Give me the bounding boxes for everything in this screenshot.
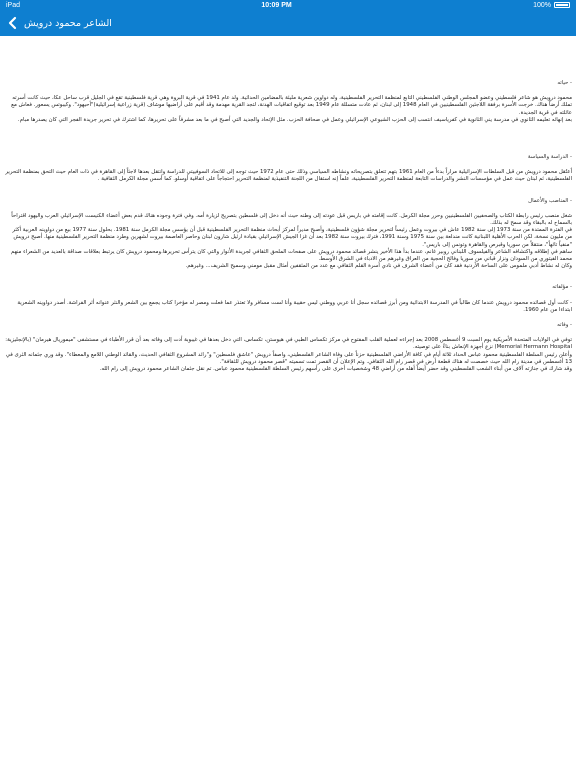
battery-icon bbox=[554, 2, 570, 8]
carrier-label: iPad bbox=[6, 1, 21, 9]
section-heading: - الدراسة والسياسة bbox=[527, 154, 572, 161]
paragraph: في الفترة الممتدة من سنة 1973 إلى سنة 1982 عاش في بيروت وعمل رئيساً لتحرير مجلة شؤون فلسطينية، وأصبح مديراً لمركز أبحاث منظمة التحرير الفلسطينية قبل أن يؤسس مجلة الكرمل سنة 1981. بحلول سنة 1977 بيع من دواوينه العربية أكثر من مليون نسخة، لكن الحرب الأهلية اللبنانية كانت مندلعة بين سنة 1975 وسنة 1991، فترك بيروت سنة 1982 بعد أن غزا الجيش الإسرائيلي بقيادة ارئيل شارون لبنان وحاصر العاصمة بيروت لشهرين وطرد منظمة التحرير الفلسطينية منها. أصبح درويش "منفياً تائهاً"، منتقلاً من سوريا وقبرص والقاهرة وتونس إلى باريس". bbox=[12, 227, 572, 248]
article-content bbox=[0, 80, 576, 373]
paragraph: وكان له نشاط أدبي ملموس على الساحة الأردنية فقد كان من أعضاء الشرف في نادي أسرة القلم الثقافي مع عدد من المثقفين أمثال مقبل مومني وسميح الشريف... وغيرهم. bbox=[185, 263, 572, 270]
status-bar bbox=[0, 0, 576, 10]
paragraph: توفي في الولايات المتحدة الأمريكية يوم السبت 9 أغسطس 2008 بعد إجراءه لعملية القلب المفتوح في مركز تكساس الطبي في هيوستن، تكساس، التي دخل بعدها في غيبوبة أدت إلى وفاته بعد أن قرر الأطباء في مستشفى "ميموريال هيرمان" (بالإنجليزية: Memorial Hermann Hospital) نزع أجهزة الإنعاش بناءً على توصيته. bbox=[5, 337, 572, 351]
section-life bbox=[4, 80, 572, 124]
battery-percent: 100% bbox=[533, 1, 551, 9]
paragraph: اُعتُقل محمود درويش من قبل السلطات الإسرائيلية مراراً بدءاً من العام 1961 بتهم تتعلق بتصريحاته ونشاطه السياسي وذلك حتى عام 1972 حيث توجه إلى للاتحاد السوفييتي للدراسة وانتقل بعدها لاجئاً إلى القاهرة في ذات العام حيث التحق بمنظمة التحرير الفلسطينية، ثم لبنان حيث عمل في مؤسسات النشر والدراسات التابعة لمنظمة التحرير الفلسطينية، علماً إنه استقال من اللجنة التنفيذية لمنظمة التحرير احتجاجاً على اتفاقية أوسلو. كما أسس مجلة الكرمل الثقافية . bbox=[5, 169, 572, 183]
page-title: الشاعر محمود درويش bbox=[24, 17, 112, 29]
section-heading: - المناصب والأعمال bbox=[528, 197, 572, 204]
section-heading: - مؤلفاته bbox=[552, 284, 572, 291]
paragraph: شغل منصب رئيس رابطة الكتاب والصحفيين الفلسطينيين وحرر مجلة الكرمل. كانت إقامته في باريس قبل عودته إلى وطنه حيث أنه دخل إلى فلسطين بتصريح لزيارة أمه. وفي فترة وجوده هناك قدم بعض أعضاء الكنيست الإسرائيلي العرب واليهود اقتراحاً بالسماح له بالبقاء وقد سمح له بذلك. bbox=[11, 212, 572, 227]
paragraph: وأعلن رئيس السلطة الفلسطينية محمود عباس الحداد ثلاثة أيام في كافة الأراضي الفلسطينية حزناً على وفاة الشاعر الفلسطيني، واصفاً درويش "عاشق فلسطين" و"رائد المشروع الثقافي الحديث، والقائد الوطني اللامع والمعطاء". وقد وري جثمانه الثرى في 13 أغسطس في مدينة رام الله حيث خصصت له هناك قطعة أرض في قصر رام الله الثقافي. وتم الإعلان أن القصر تمت تسميته "قصر محمود درويش للثقافة". bbox=[5, 351, 572, 365]
paragraph: بعد إنهائه تعليمه الثانوي في مدرسة يني الثانوية في كفرياسيف انتسب إلى الحزب الشيوعي الإسرائيلي وعمل في صحافة الحزب. مثل الإتحاد والجديد التي أصبح في ما بعد مشرفاً على تحريرها، كما اشترك في تحرير جريدة الفجر التي كان يصدرها مبام. bbox=[17, 116, 572, 123]
section-heading: - وفاته bbox=[557, 322, 572, 329]
back-button[interactable] bbox=[6, 16, 112, 30]
paragraph: وقد شارك في جنازته آلاف من أبناء الشعب الفلسطيني وقد حضر أيضاً أهله من أراضي 48 وشخصيات أخرى على رأسهم رئيس السلطة الفلسطينية محمود عباس. تم نقل جثمان الشاعر محمود درويش إلى رام الله. bbox=[99, 366, 572, 373]
section-death bbox=[4, 322, 572, 373]
paragraph: ساهم في إطلاقه واكتشافه الشاعر والفيلسوف اللبناني روبير غانم، عندما بدأ هذا الأخير ينشر قصائد محمود درويش على صفحات الملحق الثقافي لجريدة الأنوار والتي كان يترأس تحريرها.ومحمود درويش كان يرتبط بعلاقات صداقة بالعديد من الشعراء منهم محمد الفيتوري من السودان ونزار قباني من سوريا وفالح الحجية من العراق وغيرهم من الادباء في الشرق الأوسط. bbox=[10, 248, 572, 263]
section-positions-works bbox=[4, 198, 572, 271]
battery-status bbox=[533, 2, 570, 9]
section-study-politics bbox=[4, 154, 572, 184]
section-works bbox=[4, 284, 572, 314]
section-heading: - حياته bbox=[557, 80, 572, 86]
paragraph: - كانت أول قصائده محمود درويش عندما كان طالباً في المدرسة الابتدائية ومن أبرز قصائده سجل أنا عربي ووطني ليس حقيبة وأنا لست مسافر ولا تعتذر عما فعلت ومصر له مؤخرا كتاب يجمع بين الشعر والنثر عنوانه أثر الفراشة. أصدر دواوينه الشعرية ابتداءا من عام 1960. bbox=[17, 299, 572, 313]
paragraph: محمود درويش هو شاعر فلسطيني وعضو المجلس الوطني الفلسطيني التابع لمنظمة التحرير الفلسطينية، وله دواوين شعرية مليئة بالمضامين الحداثية. ولد عام 1941 في قرية البروة وهي قرية فلسطينية تقع في الجليل قرب ساحل عكا، حيث كانت أسرته تملك أرضاً هناك. خرجت الأسرة برفقة اللاجئين الفلسطينيين في العام 1948 إلى لبنان، ثم عادت متسللة عام 1949 بعد توقيع اتفاقيات الهدنة، لتجد القرية مهدمة وقد أقيم على أراضيها موشاف (قرية زراعية إسرائيلية)"أحيهود". وكيبوتس يسعور. فعاش مع عائلته في قرية الجديدة. bbox=[11, 95, 572, 116]
navigation-bar bbox=[0, 10, 576, 36]
clock: 10:09 PM bbox=[261, 1, 292, 9]
chevron-left-icon bbox=[6, 16, 20, 30]
